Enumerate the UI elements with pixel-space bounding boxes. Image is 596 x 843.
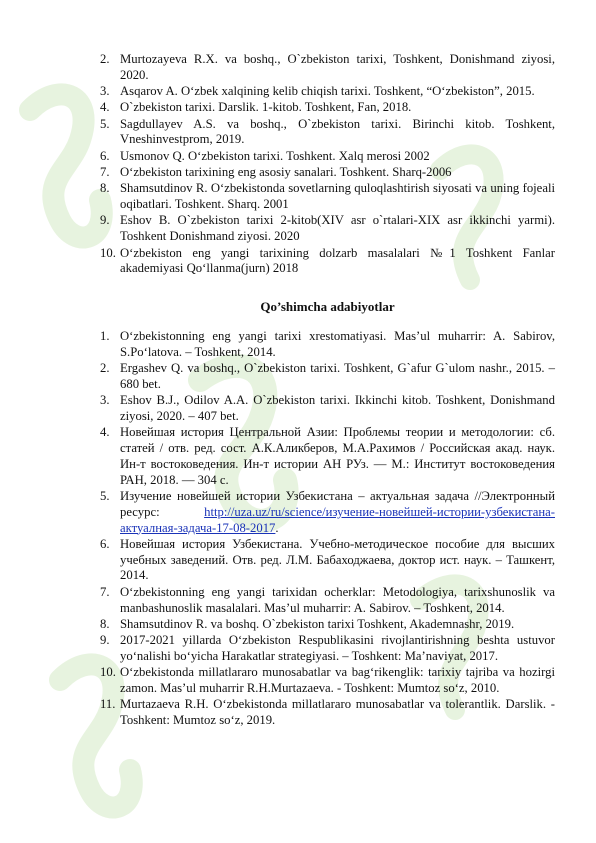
- main-literature-list: [100, 52, 555, 277]
- list-item-number: 2.: [100, 52, 110, 66]
- list-item: [100, 149, 555, 165]
- list-item: [100, 425, 555, 488]
- list-item: [100, 329, 555, 361]
- list-item: [100, 633, 555, 665]
- list-item: [100, 585, 555, 617]
- list-item: [100, 181, 555, 213]
- list-item: [100, 393, 555, 425]
- list-item-text: O‘zbekiston tarixining eng asosiy sanalari. Toshkent. Sharq-2006: [120, 165, 452, 180]
- list-item-number: 6.: [100, 148, 110, 163]
- list-item-number: 4.: [100, 425, 110, 440]
- list-item-number: 11.: [100, 697, 116, 712]
- list-item-text: Murtazaeva R.H. O‘zbekistonda millatlararo munosabatlar va tolerantlik. Darslik. - Toshkent: Mumtoz so‘z, 2019.: [120, 697, 555, 728]
- list-item-text: Новейшая история Узбекистана. Учебно-методическое пособие для высших учебных заведений. Отв. ред. Л.М. Бабаходжаева, доктор ист. наук. – Ташкент, 2014.: [120, 536, 555, 583]
- list-item: [100, 165, 555, 181]
- list-item-number: 10.: [100, 665, 116, 680]
- list-item: [100, 117, 555, 149]
- list-item-text: Eshov B.J., Odilov A.A. O`zbekiston tarixi. Ikkinchi kitob. Toshkent, Donishmand ziyosi, 2020. – 407 bet.: [120, 393, 555, 423]
- list-item-number: 8.: [100, 616, 110, 631]
- list-item: [100, 361, 555, 393]
- list-item-suffix: .: [275, 520, 279, 535]
- list-item-text: Usmonov Q. O‘zbekiston tarixi. Toshkent. Xalq merosi 2002: [120, 148, 430, 163]
- list-item-number: 8.: [100, 181, 110, 196]
- list-item-text: Murtozayeva R.X. va boshq., O`zbekiston tarixi, Toshkent, Donishmand ziyosi, 2020.: [120, 52, 555, 82]
- list-item-number: 9.: [100, 213, 110, 228]
- list-item-text: O`zbekiston tarixi. Darslik. 1-kitob. Toshkent, Fan, 2018.: [120, 100, 412, 115]
- list-item: [100, 100, 555, 116]
- list-item-number: 3.: [100, 84, 110, 99]
- list-item-text: 2017-2021 yillarda O‘zbekiston Respublikasini rivojlantirishning beshta ustuvor yo‘nalishi bo‘yicha Harakatlar strategiyasi. – Toshkent: Ma’naviyat, 2017.: [120, 633, 555, 663]
- list-item-number: 1.: [100, 328, 110, 343]
- list-item-number: 6.: [100, 536, 110, 551]
- list-item-text: O‘zbekiston eng yangi tarixining dolzarb masalalari №1 Toshkent Fanlar akademiyasi Qo‘llanma(jurn) 2018: [120, 245, 555, 276]
- list-item-text: Sagdullayev A.S. va boshq., O`zbekiston tarixi. Birinchi kitob. Toshkent, Vneshinvestprom, 2019.: [120, 116, 555, 147]
- reference-link[interactable]: http://uza.uz/ru/science/изучение-новейшей-истории-узбекистана-актуалная-задача-17-08-2017: [120, 504, 555, 535]
- list-item: [100, 246, 555, 278]
- list-item-number: 10.: [100, 245, 116, 260]
- additional-literature-list: [100, 329, 555, 729]
- document-content: [100, 52, 555, 729]
- list-item: [100, 537, 555, 584]
- list-item: [100, 84, 555, 100]
- list-item-number: 9.: [100, 633, 110, 648]
- list-item: [100, 697, 555, 729]
- list-item-text: Новейшая история Центральной Азии: Проблемы теории и методологии: сб. статей / отв. ред. сост. А.К.Аликберов, М.А.Рахимов / Российская акад. наук. Ин-т востоковедения. Ин-т истории АН РУз. — М.: Институт востоковедения РАН, 2018. — 304 с.: [120, 425, 555, 487]
- list-item-text: Asqarov A. O‘zbek xalqining kelib chiqish tarixi. Toshkent, “O‘zbekiston”, 2015.: [120, 84, 535, 99]
- list-item-text: Изучение новейшей истории Узбекистана – актуальная задача //Электронный ресурс:: [120, 488, 555, 519]
- list-item: [100, 213, 555, 245]
- list-item-number: 3.: [100, 393, 110, 408]
- list-item-text: Shamsutdinov R. va boshq. O`zbekiston tarixi Toshkent, Akademnashr, 2019.: [120, 616, 515, 631]
- list-item-text: Eshov B. O`zbekiston tarixi 2-kitob(XIV asr o`rtalari-XIX asr ikkinchi yarmi). Toshkent Donishmand ziyosi. 2020: [120, 213, 555, 244]
- list-item-number: 5.: [100, 488, 110, 503]
- list-item: [100, 617, 555, 633]
- list-item-number: 4.: [100, 100, 110, 115]
- list-item: [100, 665, 555, 697]
- list-item-text: O‘zbekistonda millatlararo munosabatlar va bag‘rikenglik: tarixiy tajriba va hozirgi zamon. Mas’ul muharrir R.H.Murtazaeva. - Toshkent: Mumtoz so‘z, 2010.: [120, 665, 555, 695]
- list-item-text: O‘zbekistonning eng yangi tarixi xrestomatiyasi. Mas’ul muharrir: A. Sabirov, S.Po‘latova. – Toshkent, 2014.: [120, 328, 555, 359]
- list-item-text: Shamsutdinov R. O‘zbekistonda sovetlarning quloqlashtirish siyosati va uning fojeali oqibatlari. Toshkent. Sharq. 2001: [120, 181, 555, 212]
- list-item-number: 2.: [100, 361, 110, 376]
- list-item-number: 5.: [100, 116, 110, 131]
- list-item: [100, 52, 555, 84]
- list-item-text: Ergashev Q. va boshq., O`zbekiston tarixi. Toshkent, G`afur G`ulom nashr., 2015. – 680 bet.: [120, 361, 555, 391]
- list-item: [100, 489, 555, 536]
- list-item-text: O‘zbekistonning eng yangi tarixidan ocherklar: Metodologiya, tarixshunoslik va manbashunoslik masalalari. Mas’ul muharrir: A. Sabirov. – Toshkent, 2014.: [120, 584, 555, 615]
- list-item-number: 7.: [100, 584, 110, 599]
- list-item-number: 7.: [100, 165, 110, 180]
- section-heading: Qo’shimcha adabiyotlar: [260, 299, 395, 315]
